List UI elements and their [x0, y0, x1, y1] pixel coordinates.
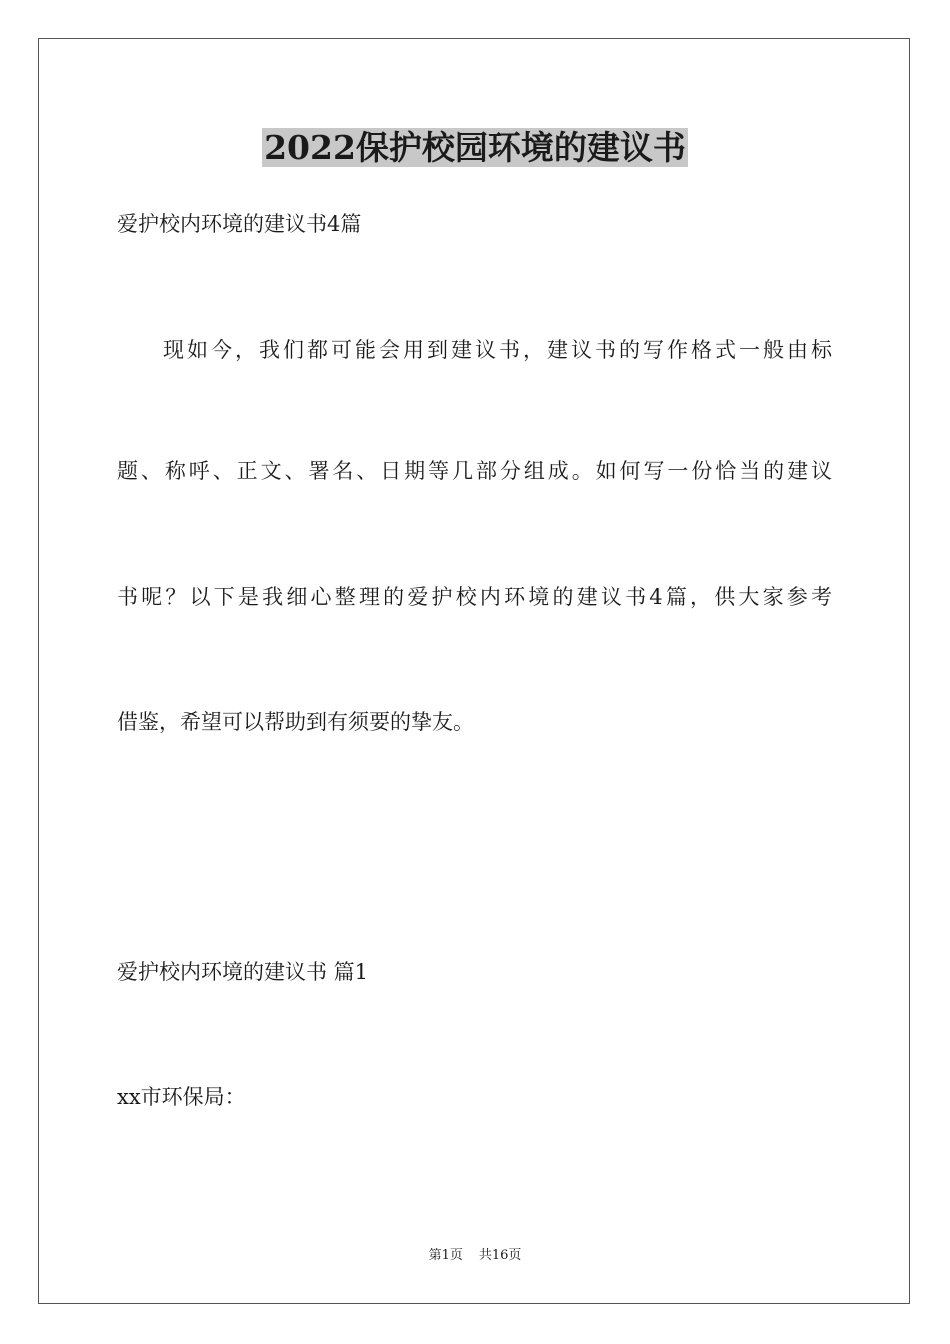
intro-line-2: 题、称呼、正文、署名、日期等几部分组成。如何写一份恰当的建议 [117, 459, 832, 483]
intro-line-1: 现如今，我们都可能会用到建议书，建议书的写作格式一般由标 [163, 338, 832, 362]
intro-line-4: 借鉴，希望可以帮助到有须要的挚友。 [117, 710, 474, 734]
document-title [0, 126, 950, 170]
page-number: 第1页 [428, 1248, 463, 1263]
page-footer [0, 1246, 950, 1266]
section-heading: 爱护校内环境的建议书 篇1 [117, 960, 369, 984]
page-total: 共16页 [478, 1248, 522, 1263]
document-subtitle: 爱护校内环境的建议书4篇 [117, 212, 362, 236]
intro-line-3: 书呢？以下是我细心整理的爱护校内环境的建议书4篇，供大家参考 [117, 585, 832, 609]
document-title-text: 2022保护校园环境的建议书 [264, 128, 686, 167]
salutation: xx市环保局： [117, 1085, 246, 1109]
